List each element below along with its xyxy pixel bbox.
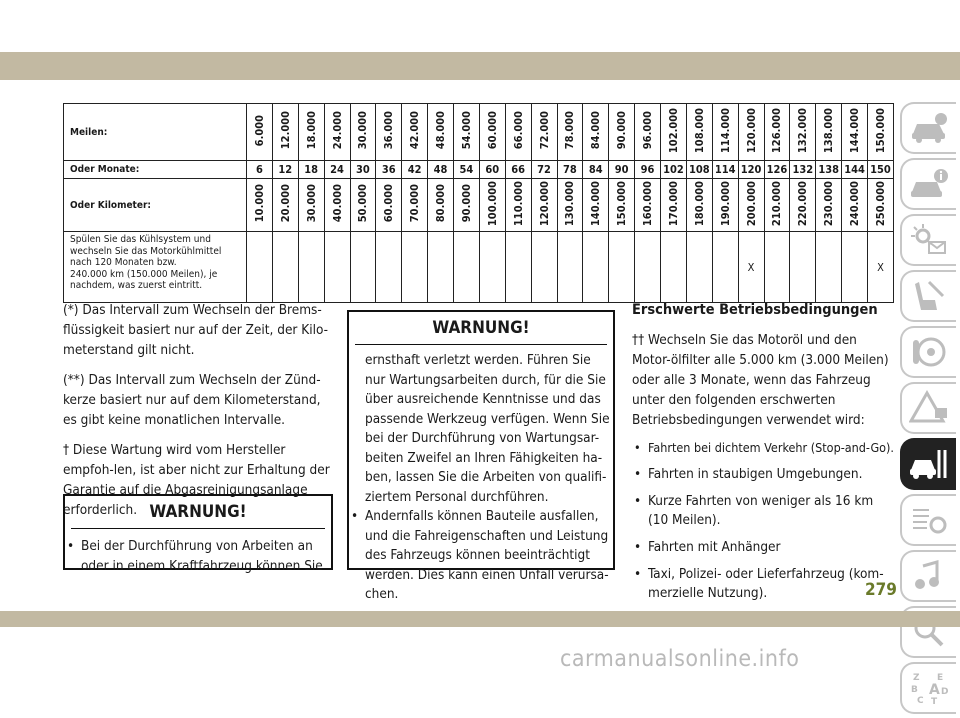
schedule-cell [868,104,894,161]
schedule-cell [583,179,609,232]
schedule-mark [454,232,480,303]
schedule-cell [816,104,842,161]
schedule-cell [479,179,505,232]
schedule-value: 72.000 [537,111,551,150]
schedule-cell [868,179,894,232]
tab-servicing[interactable] [900,438,956,490]
schedule-cell: 12 [272,161,298,179]
schedule-mark [402,232,428,303]
schedule-cell: 66 [505,161,531,179]
schedule-cell: 90 [609,161,635,179]
index-letter: D [941,687,949,697]
schedule-mark [247,232,273,303]
schedule-cell: 78 [557,161,583,179]
schedule-mark [272,232,298,303]
schedule-cell [402,179,428,232]
schedule-value: 20.000 [278,184,292,223]
schedule-cell [531,104,557,161]
schedule-cell: 60 [479,161,505,179]
schedule-mark [635,232,661,303]
note-brake-fluid: (*) Das Intervall zum Wechseln der Brems-flüssigkeit basiert nur auf der Zeit, der Kilo-meterstand gilt nicht. [63,302,329,358]
schedule-cell [272,179,298,232]
index-letter: E [937,673,944,683]
warning-box-1 [63,494,333,574]
schedule-value: 90.000 [459,184,473,223]
schedule-value: 70.000 [408,184,422,223]
condition-list [632,438,894,630]
schedule-cell: 150 [868,161,894,179]
tab-roadside[interactable] [900,382,956,434]
tab-warning-lights[interactable] [900,214,956,266]
schedule-cell: 96 [635,161,661,179]
schedule-cell: 120 [738,161,764,179]
schedule-mark [324,232,350,303]
roadside-triangle-icon [909,390,949,426]
schedule-value: 114.000 [718,107,732,154]
schedule-cell [350,179,376,232]
index-letter: A [929,682,940,698]
schedule-cell [454,179,480,232]
warning-item: • Bei der Durchführung von Arbeiten an oder in einem Kraftfahrzeug können Sie [65,537,331,576]
schedule-value: 80.000 [434,184,448,223]
schedule-value: 160.000 [641,180,655,227]
schedule-cell: 48 [428,161,454,179]
schedule-value: 108.000 [692,107,706,154]
schedule-mark [428,232,454,303]
row-label-months: Oder Monate: [64,161,247,179]
schedule-value: 90.000 [615,111,629,150]
index-letter: Z [913,673,920,683]
schedule-cell [712,104,738,161]
schedule-mark [505,232,531,303]
schedule-cell [609,179,635,232]
schedule-value: 30.000 [304,184,318,223]
schedule-cell [479,104,505,161]
schedule-mark: X [738,232,764,303]
schedule-cell [661,104,687,161]
schedule-value: 102.000 [666,107,680,154]
schedule-value: 190.000 [718,180,732,227]
schedule-mark [790,232,816,303]
schedule-value: 66.000 [511,111,525,150]
maintenance-schedule-table [63,103,894,303]
schedule-cell [272,104,298,161]
schedule-value: 250.000 [874,180,887,227]
schedule-cell [557,179,583,232]
schedule-value: 138.000 [822,107,836,154]
schedule-value: 18.000 [304,111,318,150]
schedule-cell: 102 [661,161,687,179]
schedule-mark [479,232,505,303]
schedule-cell [324,179,350,232]
schedule-cell [790,104,816,161]
schedule-cell [557,104,583,161]
warning-item: • Andernfalls können Bauteile ausfallen, und die Fahreigenschaften und Leistung des Fahrzeugs können beeinträchtigt werden. Dies kann einen Unfall verursa-chen. [349,507,613,605]
car-info-i-icon [909,166,949,202]
schedule-cell [298,104,324,161]
schedule-cell [790,179,816,232]
condition-item: • Kurze Fahrten von weniger als 16 km (10 Meilen). [632,492,894,530]
schedule-mark [350,232,376,303]
schedule-value: 36.000 [382,111,396,150]
schedule-value: 84.000 [589,111,603,150]
schedule-cell: 30 [350,161,376,179]
schedule-cell [376,179,402,232]
row-miles [64,104,894,161]
condition-item: • Fahrten bei dichtem Verkehr (Stop-and-Go). [632,438,894,457]
schedule-cell [376,104,402,161]
warning-lights-icon [909,222,949,258]
schedule-value: 170.000 [666,180,680,227]
schedule-value: 42.000 [408,111,422,150]
header-bar [0,52,960,80]
coolant-line: nach 120 Monaten bzw. [70,257,177,268]
bottom-band [0,611,960,627]
schedule-value: 40.000 [330,184,344,223]
tab-car-info-i[interactable] [900,158,956,210]
condition-item: • Taxi, Polizei- oder Lieferfahrzeug (kom-merzielle Nutzung). [632,565,894,603]
watermark: carmanualsonline.info [560,646,800,672]
schedule-mark [764,232,790,303]
row-months [64,161,894,179]
schedule-cell [531,179,557,232]
schedule-value: 96.000 [641,111,655,150]
schedule-mark [712,232,738,303]
schedule-cell [402,104,428,161]
schedule-mark [298,232,324,303]
schedule-cell: 36 [376,161,402,179]
row-label-km: Oder Kilometer: [64,179,247,232]
schedule-cell [686,104,712,161]
condition-item: • Fahrten mit Anhänger [632,538,894,557]
row-label-coolant [64,232,247,303]
schedule-value: 110.000 [511,180,525,227]
page-number: 279 [865,580,897,600]
schedule-cell [635,104,661,161]
schedule-value: 48.000 [434,111,448,150]
schedule-value: 126.000 [770,107,784,154]
schedule-cell: 84 [583,161,609,179]
schedule-cell [350,104,376,161]
alphabet-index-icon [909,670,949,706]
schedule-cell: 126 [764,161,790,179]
schedule-value: 144.000 [848,107,862,154]
steering-wheel-icon [909,334,949,370]
schedule-mark [686,232,712,303]
schedule-cell [609,104,635,161]
note-spark-plug: (**) Das Intervall zum Wechseln der Zünd-kerze basiert nur auf dem Kilometerstand, es gibt keine monatlichen Intervalle. [63,372,321,428]
schedule-value: 200.000 [744,180,758,227]
row-coolant [64,232,894,303]
schedule-cell: 138 [816,161,842,179]
schedule-cell: 108 [686,161,712,179]
schedule-cell [505,179,531,232]
schedule-cell: 6 [247,161,273,179]
schedule-value: 120.000 [537,180,551,227]
warning-box-2 [347,310,615,602]
schedule-value: 12.000 [278,111,292,150]
schedule-cell [324,104,350,161]
severe-conditions-intro: †† Wechseln Sie das Motoröl und den Motor-ölfilter alle 5.000 km (3.000 Meilen) oder alle 3 Monate, wenn das Fahrzeug unter den folgenden erschwerten Betriebsbedingungen verwendet wird: [632,332,889,428]
schedule-value: 210.000 [770,180,784,227]
schedule-cell [738,104,764,161]
coolant-line: wechseln Sie das Motorkühlmittel [70,245,222,257]
schedule-mark [376,232,402,303]
schedule-cell [635,179,661,232]
tab-specifications[interactable] [900,494,956,546]
schedule-mark [661,232,687,303]
schedule-cell [505,104,531,161]
schedule-value: 120.000 [744,107,758,154]
tab-steering-wheel[interactable] [900,326,956,378]
coolant-line: Spülen Sie das Kühlsystem und [70,234,211,245]
schedule-mark [816,232,842,303]
section-heading: Erschwerte Betriebsbedingungen [632,302,878,318]
seat-airbag-icon [909,278,949,314]
schedule-cell [247,104,273,161]
index-letter: C [917,696,924,706]
coolant-line: 240.000 km (150.000 Meilen), je [70,268,218,280]
warning-continuation: ernsthaft verletzt werden. Führen Sie nur Wartungsarbeiten durch, für die Sie über ausreichende Kenntnisse und das passende Werkzeug verfügen. Wenn Sie bei der Durchführung von Wartungsar-beiten Zweifel an Ihren Fähigkeiten ha-ben, lassen Sie die Arbeiten von qualifi-ziertem Personal durchführen. [365,352,610,505]
schedule-cell [816,179,842,232]
multimedia-note-icon [909,558,949,594]
car-info-icon [909,110,949,146]
schedule-value: 54.000 [459,111,473,150]
schedule-value: 60.000 [382,184,396,223]
warning-title: WARNUNG! [355,312,607,345]
schedule-cell [583,104,609,161]
specifications-gear-icon [909,502,949,538]
tab-car-info[interactable] [900,102,956,154]
schedule-value: 10.000 [252,184,266,223]
schedule-value: 78.000 [563,111,577,150]
car-service-wrench-icon [909,446,949,482]
schedule-mark [531,232,557,303]
schedule-value: 130.000 [563,180,577,227]
schedule-value: 132.000 [796,107,810,154]
schedule-value: 140.000 [589,180,603,227]
schedule-value: 100.000 [485,180,499,227]
schedule-cell: 144 [842,161,868,179]
row-label-miles: Meilen: [64,104,247,161]
warning-title: WARNUNG! [71,496,325,529]
schedule-value: 150.000 [615,180,629,227]
schedule-cell [764,104,790,161]
schedule-value: 60.000 [485,111,499,150]
schedule-cell: 24 [324,161,350,179]
schedule-cell [842,179,868,232]
tab-multimedia[interactable] [900,550,956,602]
tab-alphabet[interactable] [900,662,956,714]
schedule-cell: 72 [531,161,557,179]
top-band [0,0,960,74]
schedule-cell [842,104,868,161]
schedule-mark [842,232,868,303]
schedule-cell [428,179,454,232]
coolant-line: nachdem, was zuerst eintritt. [70,280,203,291]
schedule-value: 220.000 [796,180,810,227]
schedule-cell [738,179,764,232]
schedule-value: 50.000 [356,184,370,223]
schedule-value: 240.000 [848,180,862,227]
index-letter: T [931,697,938,706]
schedule-cell [712,179,738,232]
schedule-cell [298,179,324,232]
schedule-cell: 42 [402,161,428,179]
schedule-value: 30.000 [356,111,370,150]
schedule-mark [557,232,583,303]
index-letter: B [911,685,918,695]
schedule-cell [686,179,712,232]
note-dagger: † Diese Wartung wird vom Hersteller empfoh-len, ist aber nicht zur Erhaltung der Garantie auf die Abgasreinigungsanlage erforderlich. [63,442,330,518]
schedule-cell [661,179,687,232]
schedule-mark [583,232,609,303]
schedule-cell: 114 [712,161,738,179]
row-km [64,179,894,232]
schedule-value: 6.000 [252,114,266,147]
schedule-cell: 54 [454,161,480,179]
schedule-value: 180.000 [692,180,706,227]
schedule-value: 230.000 [822,180,836,227]
schedule-value: 150.000 [874,107,887,154]
schedule-cell [428,104,454,161]
schedule-value: 24.000 [330,111,344,150]
condition-item: • Fahrten in staubigen Umgebungen. [632,465,894,484]
tab-seat-airbag[interactable] [900,270,956,322]
schedule-cell [454,104,480,161]
schedule-mark: X [868,232,894,303]
schedule-cell [764,179,790,232]
schedule-cell: 132 [790,161,816,179]
schedule-cell [247,179,273,232]
schedule-mark [609,232,635,303]
schedule-cell: 18 [298,161,324,179]
right-column [632,300,894,638]
